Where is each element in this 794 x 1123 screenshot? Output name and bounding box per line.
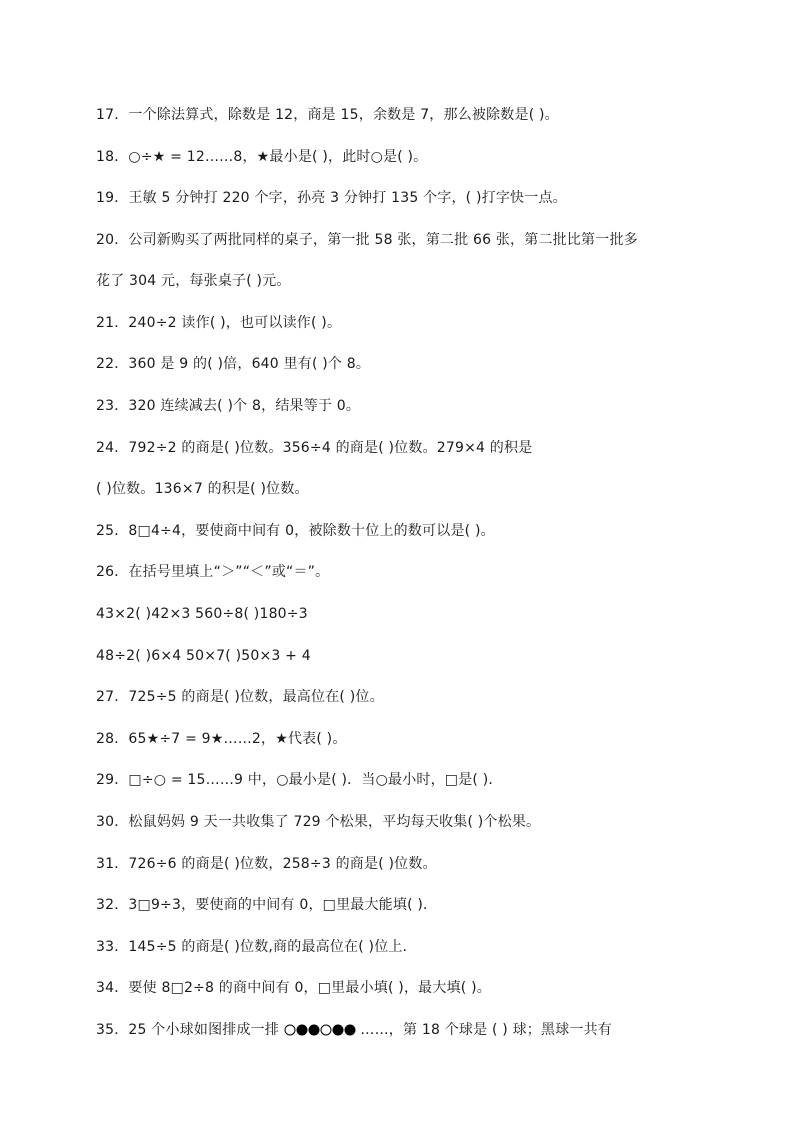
question-19: 19．王敏 5 分钟打 220 个字，孙亮 3 分钟打 135 个字，( )打字快一点。: [96, 190, 567, 206]
question-20: 20．公司新购买了两批同样的桌子，第一批 58 张，第二批 66 张，第二批比第一批多: [96, 232, 638, 248]
question-21: 21．240÷2 读作( )，也可以读作( )。: [96, 315, 342, 331]
question-26: 26．在括号里填上“＞”“＜”或“＝”。: [96, 564, 330, 580]
question-26-row-2: 48÷2( )6×4 50×7( )50×3 + 4: [96, 648, 311, 664]
question-34: 34．要使 8□2÷8 的商中间有 0，□里最小填( )，最大填( )。: [96, 980, 491, 996]
question-22: 22．360 是 9 的( )倍，640 里有( )个 8。: [96, 356, 371, 372]
black-ball-icon: [296, 1024, 308, 1036]
question-25: 25．8□4÷4，要使商中间有 0，被除数十位上的数可以是( )。: [96, 523, 495, 539]
question-28: 28．65★÷7 = 9★……2，★代表( )。: [96, 731, 347, 747]
question-30: 30．松鼠妈妈 9 天一共收集了 729 个松果，平均每天收集( )个松果。: [96, 814, 541, 830]
question-24-continued: ( )位数。136×7 的积是( )位数。: [96, 481, 309, 497]
question-17: 17．一个除法算式，除数是 12，商是 15，余数是 7，那么被除数是( )。: [96, 107, 559, 123]
question-33: 33．145÷5 的商是( )位数,商的最高位在( )位上．: [96, 939, 417, 955]
white-ball-icon: [320, 1024, 332, 1036]
white-ball-icon: [284, 1024, 296, 1036]
question-35: [96, 1021, 704, 1039]
question-24: 24．792÷2 的商是( )位数。356÷4 的商是( )位数。279×4 的积是: [96, 440, 533, 456]
question-32: 32．3□9÷3，要使商的中间有 0，□里最大能填( )．: [96, 897, 438, 913]
ball-sequence: [284, 1022, 356, 1038]
question-27: 27．725÷5 的商是( )位数，最高位在( )位。: [96, 689, 384, 705]
question-31: 31．726÷6 的商是( )位数，258÷3 的商是( )位数。: [96, 856, 437, 872]
black-ball-icon: [332, 1024, 344, 1036]
question-20-continued: 花了 304 元，每张桌子( )元。: [96, 273, 291, 289]
black-ball-icon: [308, 1024, 320, 1036]
question-18: 18．○÷★ = 12……8，★最小是( )，此时○是( )。: [96, 149, 428, 165]
question-26-row-1: 43×2( )42×3 560÷8( )180÷3: [96, 606, 308, 622]
question-35-text-end: ……，第 18 个球是 ( ) 球；黑球一共有: [360, 1022, 612, 1038]
question-23: 23．320 连续减去( )个 8，结果等于 0。: [96, 398, 361, 414]
black-ball-icon: [344, 1024, 356, 1036]
question-29: 29．□÷○ = 15……9 中，○最小是( )．当○最小时，□是( )．: [96, 772, 503, 788]
question-35-text: 35．25 个小球如图排成一排: [96, 1022, 280, 1038]
